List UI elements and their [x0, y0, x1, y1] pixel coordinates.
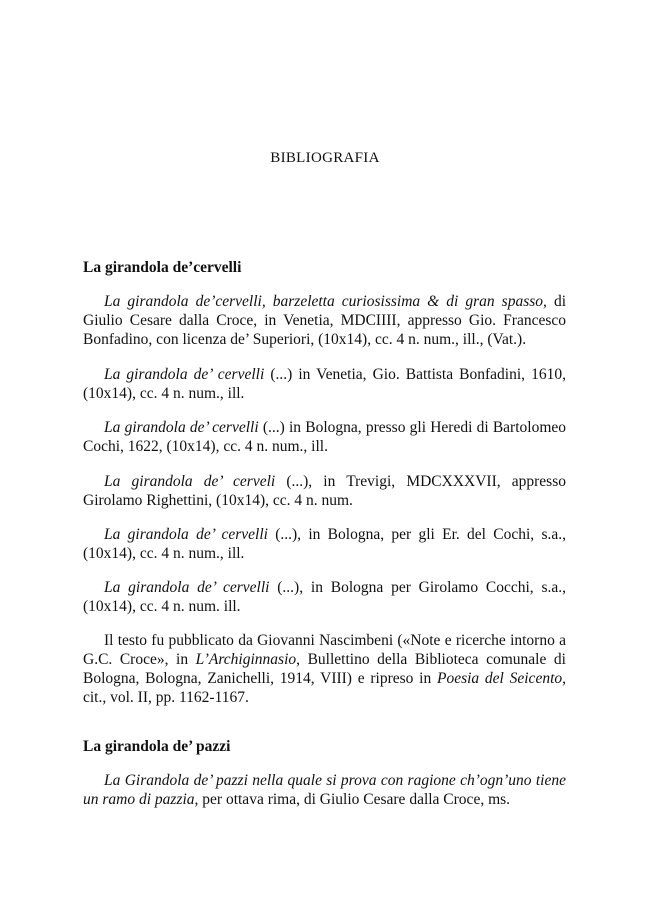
- entry-details: , per ottava rima, di Giulio Cesare dalla Croce, ms.: [194, 791, 511, 808]
- entry-details: (...), in Bologna per Girolamo Cocchi, s.a., (10x14), cc. 4 n. num. ill.: [83, 579, 566, 615]
- entry-title: La Girandola de’ pazzi nella quale si prova con ragione ch’ogn’uno tiene un ramo di pazzia: [83, 772, 566, 808]
- bibliography-entry: [83, 365, 566, 403]
- entry-title: La girandola de’ cervelli: [104, 526, 268, 543]
- section-title-girandola-pazzi: La girandola de’ pazzi: [83, 738, 231, 755]
- bibliography-entry: [83, 525, 566, 563]
- note-text: , Bullettino della Biblioteca comunale di Bologna, Bologna, Zanichelli, 1914, VIII) e ripreso in: [83, 651, 566, 687]
- entry-title: La girandola de’cervelli, barzeletta curiosissima & di gran spasso,: [104, 293, 547, 310]
- entry-details: (...) in Bologna, presso gli Heredi di Bartolomeo Cochi, 1622, (10x14), cc. 4 n. num., ill.: [83, 419, 567, 455]
- entry-title: La girandola de’ cervelli: [104, 579, 270, 596]
- entry-title: La girandola de’ cerveli: [104, 473, 276, 490]
- entry-details: (...) in Venetia, Gio. Battista Bonfadini, 1610, (10x14), cc. 4 n. num., ill.: [83, 366, 566, 402]
- bibliography-entry: [83, 578, 566, 616]
- note-anthology-title: Poesia del Seicento: [436, 670, 563, 687]
- note-text: Il testo fu pubblicato da Giovanni Nascimbeni («Note e ricerche intorno a G.C. Croce», in: [83, 632, 566, 668]
- entry-title: La girandola de’ cervelli: [104, 366, 265, 383]
- entry-title: La girandola de’ cervelli: [104, 419, 259, 436]
- publication-note: [83, 631, 566, 707]
- entry-details: (...), in Bologna, per gli Er. del Cochi, s.a., (10x14), cc. 4 n. num., ill.: [83, 526, 566, 562]
- entry-details: (...), in Trevigi, MDCXXXVII, appresso Girolamo Righettini, (10x14), cc. 4 n. num.: [83, 473, 566, 509]
- bibliography-entry: [83, 418, 566, 456]
- note-text: , cit., vol. II, pp. 1162-1167.: [83, 670, 566, 706]
- note-journal-title: L’Archiginnasio: [195, 651, 297, 668]
- bibliography-entry: [83, 472, 566, 510]
- bibliography-entry: [83, 771, 566, 809]
- bibliography-entry: [83, 292, 566, 349]
- section-title-girandola-cervelli: La girandola de’cervelli: [83, 259, 242, 276]
- entry-details: di Giulio Cesare dalla Croce, in Venetia, MDCIIII, appresso Gio. Francesco Bonfadino, con licenza de’ Superiori, (10x14), cc. 4 n. num., ill., (Vat.).: [83, 293, 566, 348]
- page-heading: BIBLIOGRAFIA: [270, 150, 380, 166]
